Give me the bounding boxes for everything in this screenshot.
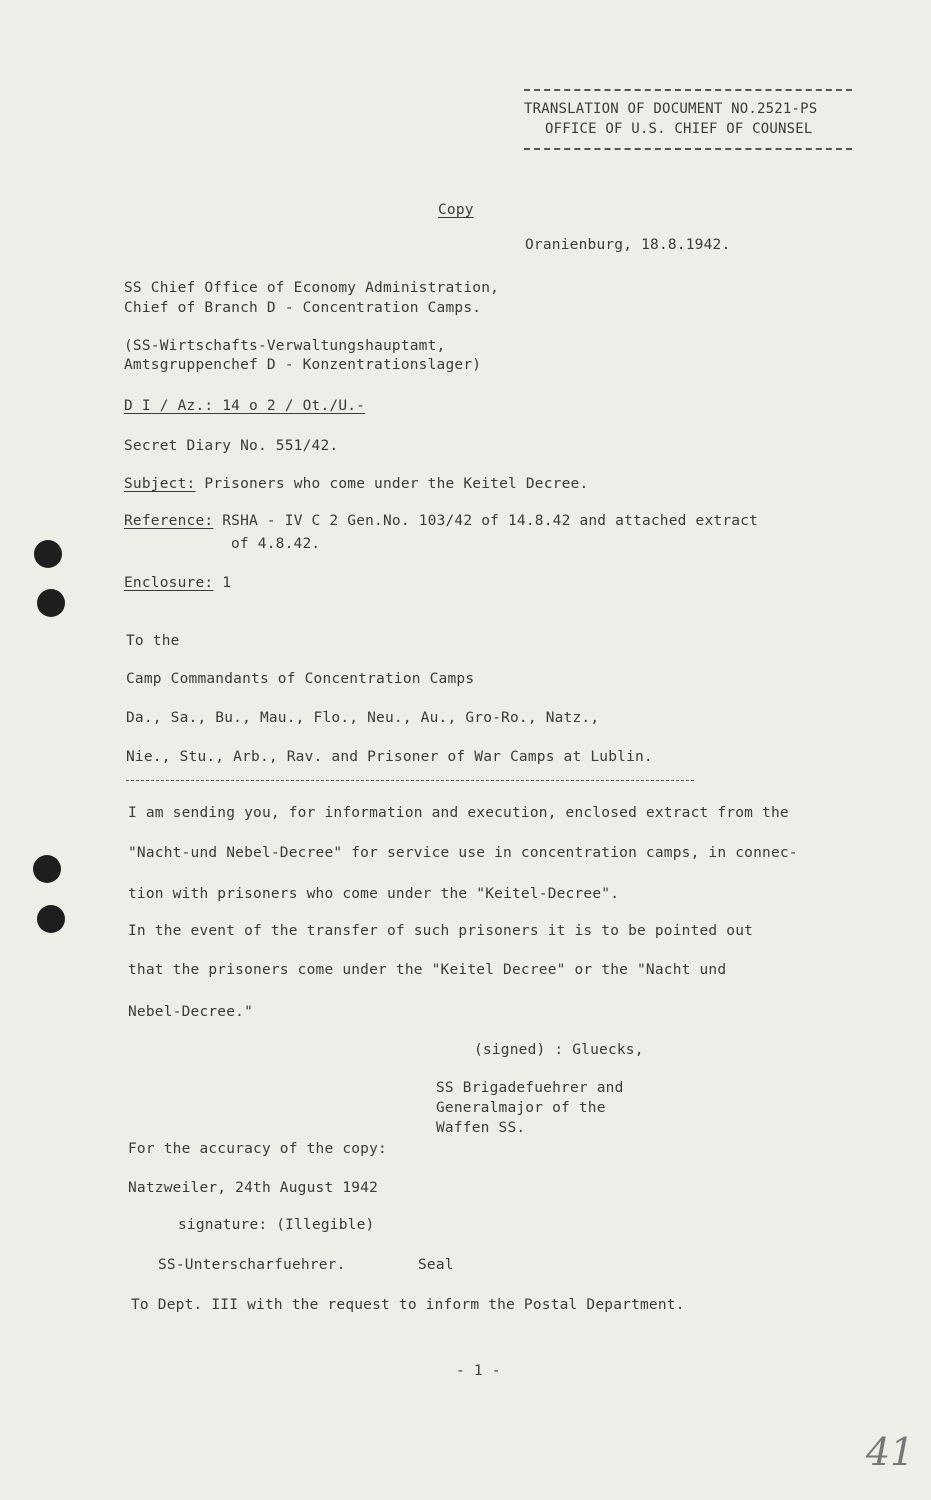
body-line-5: that the prisoners come under the "Keitel Decree" or the "Nacht und (128, 962, 727, 978)
reference-line-1 (124, 513, 758, 529)
subject-line (124, 476, 588, 492)
addressees-line-2: Da., Sa., Bu., Mau., Flo., Neu., Au., Gro-Ro., Natz., (126, 710, 600, 726)
copy-label: Copy (438, 202, 474, 218)
header-line-1: TRANSLATION OF DOCUMENT NO.2521-PS (524, 101, 818, 117)
header-line-2: OFFICE OF U.S. CHIEF OF COUNSEL (545, 121, 813, 137)
enclosure-line (124, 575, 231, 591)
office-german-line-2: Amtsgruppenchef D - Konzentrationslager) (124, 357, 482, 373)
punch-hole (33, 855, 61, 883)
place-date: Oranienburg, 18.8.1942. (525, 237, 731, 253)
accuracy-line: For the accuracy of the copy: (128, 1141, 387, 1157)
punch-hole (34, 540, 62, 568)
header-bottom-rule (524, 148, 852, 150)
enclosure-value: 1 (222, 575, 232, 591)
header-top-rule (524, 89, 852, 91)
subject-text: Prisoners who come under the Keitel Decree. (204, 476, 589, 492)
rank-line-2: Generalmajor of the (436, 1100, 606, 1116)
addressees-line-1: Camp Commandants of Concentration Camps (126, 671, 475, 687)
office-line-2: Chief of Branch D - Concentration Camps. (124, 300, 482, 316)
punch-hole (37, 905, 65, 933)
handwritten-page-number: 41 (866, 1430, 915, 1474)
to-the: To the (126, 633, 180, 649)
rank-line-3: Waffen SS. (436, 1120, 526, 1136)
body-line-2: "Nacht-und Nebel-Decree" for service use in concentration camps, in connec- (128, 845, 798, 861)
body-line-4: In the event of the transfer of such prisoners it is to be pointed out (128, 923, 754, 939)
body-line-1: I am sending you, for information and execution, enclosed extract from the (128, 805, 789, 821)
addressees-rule (126, 780, 694, 781)
file-reference: D I / Az.: 14 o 2 / Ot./U.- (124, 398, 366, 414)
unterscharfuehrer-line: SS-Unterscharfuehrer. (158, 1257, 346, 1273)
signature-line: signature: (Illegible) (178, 1217, 375, 1233)
page-number: - 1 - (456, 1363, 501, 1379)
reference-line-2: of 4.8.42. (231, 536, 321, 552)
office-line-1: SS Chief Office of Economy Administration, (124, 280, 500, 296)
office-german-line-1: (SS-Wirtschafts-Verwaltungshauptamt, (124, 338, 446, 354)
seal-line: Seal (418, 1257, 454, 1273)
signed-line: (signed) : Gluecks, (474, 1042, 644, 1058)
body-line-6: Nebel-Decree." (128, 1004, 254, 1020)
postal-line: To Dept. III with the request to inform the Postal Department. (131, 1297, 685, 1313)
secret-diary: Secret Diary No. 551/42. (124, 438, 339, 454)
enclosure-label: Enclosure: (124, 575, 214, 591)
natzweiler-line: Natzweiler, 24th August 1942 (128, 1180, 379, 1196)
addressees-line-3: Nie., Stu., Arb., Rav. and Prisoner of War Camps at Lublin. (126, 749, 653, 765)
reference-text-1: RSHA - IV C 2 Gen.No. 103/42 of 14.8.42 and attached extract (222, 513, 759, 529)
punch-hole (37, 589, 65, 617)
rank-line-1: SS Brigadefuehrer and (436, 1080, 624, 1096)
subject-label: Subject: (124, 476, 196, 492)
body-line-3: tion with prisoners who come under the "Keitel-Decree". (128, 886, 620, 902)
reference-label: Reference: (124, 513, 214, 529)
